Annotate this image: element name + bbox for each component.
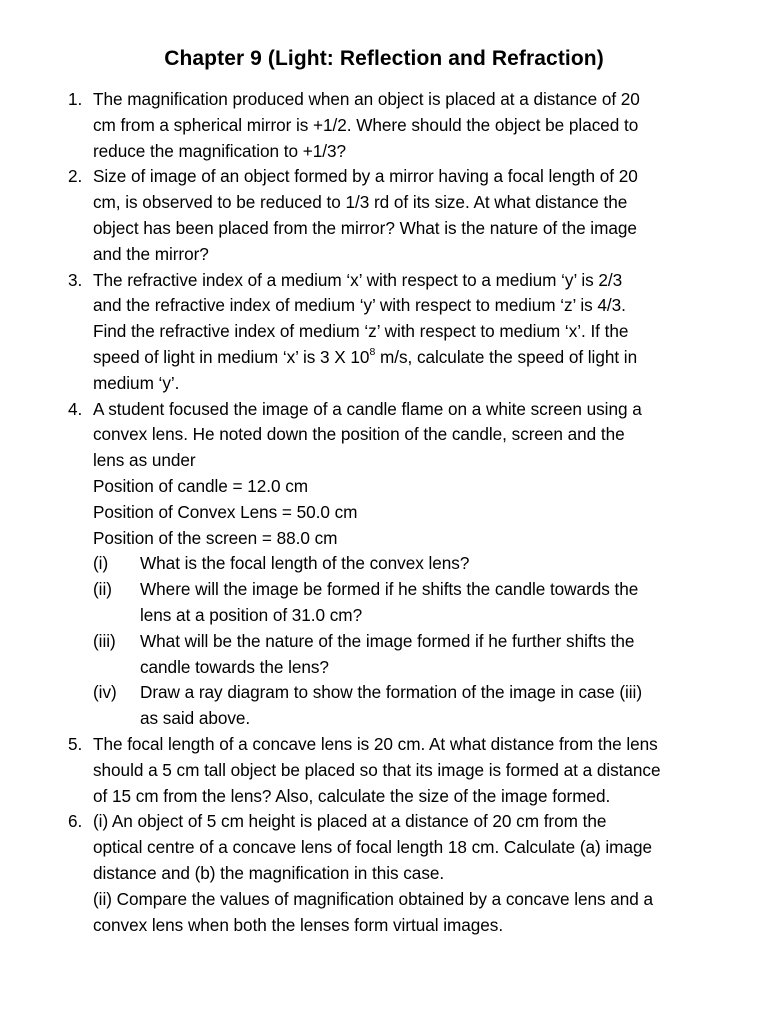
subpart-number: (i) [93, 553, 109, 574]
subpart-text-line: What is the focal length of the convex lens? [140, 553, 470, 574]
question-number: 2. [68, 166, 83, 187]
subpart-text-line: as said above. [140, 708, 251, 729]
question-number: 1. [68, 89, 83, 109]
page-title: Chapter 9 (Light: Reflection and Refraction) [164, 47, 604, 70]
subpart-text-line: What will be the nature of the image formed if he further shifts the [140, 630, 635, 651]
question-list [68, 87, 728, 938]
subpart-number: (ii) [93, 579, 112, 600]
question-number: 5. [68, 733, 83, 754]
question-text-line: and the refractive index of medium ‘y’ with respect to medium ‘z’ is 4/3. [93, 295, 626, 316]
question-text-line: medium ‘y’. [93, 372, 180, 393]
question-number: 3. [68, 269, 83, 290]
question-text-line: cm, is observed to be reduced to 1/3 rd of its size. At what distance the [93, 192, 628, 213]
lens-position: Position of Convex Lens = 50.0 cm [93, 501, 358, 522]
question-text-line: (ii) Compare the values of magnification obtained by a concave lens and a [93, 888, 654, 909]
question-text-line: The focal length of a concave lens is 20 cm. At what distance from the lens [93, 733, 658, 754]
question-text-line: cm from a spherical mirror is +1/2. Where should the object be placed to [93, 114, 639, 135]
question-text-line [93, 345, 728, 371]
question-text-line: convex lens. He noted down the position of the candle, screen and the [93, 424, 625, 445]
question-3 [68, 268, 728, 397]
question-text-line: The refractive index of a medium ‘x’ with respect to a medium ‘y’ is 2/3 [93, 269, 623, 290]
question-text-line: Find the refractive index of medium ‘z’ with respect to medium ‘x’. If the [93, 321, 629, 342]
speed-text-before: speed of light in medium ‘x’ is 3 X 10 [93, 346, 370, 367]
subpart-iii [93, 629, 728, 681]
question-6 [68, 809, 728, 938]
question-number: 6. [68, 811, 83, 832]
question-4 [68, 397, 728, 732]
speed-exponent: 8 [369, 346, 376, 359]
subpart-i [93, 551, 728, 577]
question-number: 4. [68, 398, 83, 419]
speed-text-after: m/s, calculate the speed of light in [375, 346, 638, 367]
question-1 [68, 87, 728, 164]
question-text-line: The magnification produced when an object is placed at a distance of 20 [93, 89, 640, 109]
subpart-text-line: Draw a ray diagram to show the formation of the image in case (iii) [140, 682, 642, 703]
question-text-line: A student focused the image of a candle flame on a white screen using a [93, 398, 642, 419]
subpart-ii [93, 577, 728, 629]
question-2 [68, 164, 728, 267]
question-text-line: (i) An object of 5 cm height is placed at a distance of 20 cm from the [93, 811, 607, 832]
question-text-line: should a 5 cm tall object be placed so that its image is formed at a distance [93, 759, 661, 780]
subpart-number: (iii) [93, 630, 116, 651]
question-text-line: lens as under [93, 450, 196, 471]
subpart-text-line: Where will the image be formed if he shifts the candle towards the [140, 579, 639, 600]
question-text-line: object has been placed from the mirror? What is the nature of the image [93, 217, 637, 238]
subpart-number: (iv) [93, 682, 117, 703]
question-5 [68, 732, 728, 809]
question-text-line: and the mirror? [93, 243, 209, 264]
question-text-line: reduce the magnification to +1/3? [93, 140, 346, 161]
subpart-text-line: lens at a position of 31.0 cm? [140, 604, 363, 625]
question-text-line: convex lens when both the lenses form virtual images. [93, 914, 504, 935]
question-text-line: distance and (b) the magnification in this case. [93, 862, 445, 883]
question-text-line: of 15 cm from the lens? Also, calculate the size of the image formed. [93, 785, 611, 806]
screen-position: Position of the screen = 88.0 cm [93, 527, 338, 548]
candle-position: Position of candle = 12.0 cm [93, 475, 309, 496]
subpart-text-line: candle towards the lens? [140, 656, 329, 677]
subpart-iv [93, 680, 728, 732]
question-text-line: Size of image of an object formed by a mirror having a focal length of 20 [93, 166, 638, 187]
question-text-line: optical centre of a concave lens of focal length 18 cm. Calculate (a) image [93, 837, 652, 858]
